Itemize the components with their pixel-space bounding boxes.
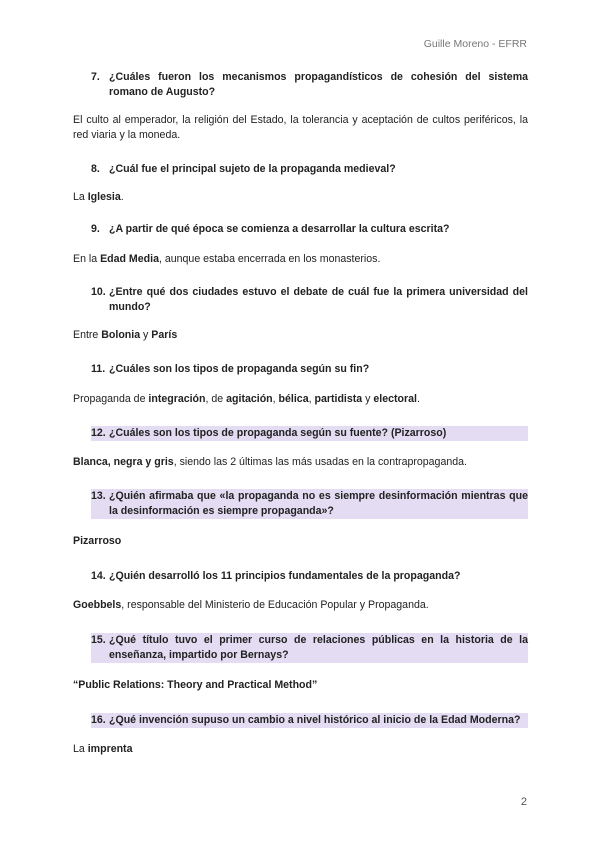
answer-7	[73, 113, 528, 143]
question-number: 7.	[91, 71, 100, 83]
answer-bold-segment: Edad Media	[100, 253, 159, 265]
answer-bold-segment: agitación	[226, 393, 273, 405]
qa-list	[73, 70, 528, 757]
question-14	[91, 569, 528, 584]
question-text: ¿Qué invención supuso un cambio a nivel histórico al inicio de la Edad Moderna?	[109, 713, 528, 728]
answer-bold-segment: partidista	[314, 393, 363, 405]
answer-bold-segment: Pizarroso	[73, 535, 122, 547]
answer-bold-segment: electoral	[373, 393, 417, 405]
page-number: 2	[520, 796, 527, 808]
answer-12	[73, 455, 528, 470]
question-text: ¿Cuáles son los tipos de propaganda según su fin?	[109, 363, 370, 375]
question-text: ¿Cuáles fueron los mecanismos propagandísticos de cohesión del sistema romano de Augusto?	[109, 71, 528, 98]
answer-13	[73, 534, 528, 549]
answer-segment: , responsable del Ministerio de Educación Popular y Propaganda.	[121, 599, 429, 611]
question-text: ¿Qué título tuvo el primer curso de relaciones públicas en la historia de la enseñanza, impartido por Bernays?	[109, 634, 528, 661]
answer-9	[73, 252, 528, 267]
question-text: ¿Quién desarrolló los 11 principios fundamentales de la propaganda?	[109, 570, 461, 582]
answer-16	[73, 742, 528, 757]
answer-bold-segment: imprenta	[87, 743, 133, 755]
question-number: 11.	[91, 363, 106, 375]
answer-segment: , aunque estaba encerrada en los monasterios.	[158, 253, 381, 265]
question-number: 16.	[91, 713, 109, 728]
question-13	[91, 489, 528, 519]
answer-bold-segment: Bolonia	[101, 329, 141, 341]
answer-segment: ,	[308, 393, 315, 405]
question-12	[91, 426, 528, 441]
answer-bold-segment: Blanca, negra y gris	[73, 456, 174, 468]
answer-segment: La	[73, 743, 88, 755]
question-11	[91, 362, 528, 377]
question-text: ¿Cuáles son los tipos de propaganda según su fuente? (Pizarroso)	[109, 426, 528, 441]
question-text: ¿Cuál fue el principal sujeto de la propaganda medieval?	[109, 163, 396, 175]
question-text: ¿Quién afirmaba que «la propaganda no es siempre desinformación mientras que la desinformación es siempre propaganda»?	[109, 490, 528, 517]
answer-15	[73, 678, 528, 693]
answer-bold-segment: París	[151, 329, 178, 341]
answer-segment: El culto al emperador, la religión del Estado, la tolerancia y aceptación de cultos periféricos, la red viaria y la moneda.	[73, 114, 528, 141]
answer-segment: , siendo las 2 últimas las más usadas en la contrapropaganda.	[173, 456, 467, 468]
page-header-author: Guille Moreno - EFRR	[423, 38, 527, 50]
question-number: 14.	[91, 570, 106, 582]
answer-segment: y	[362, 393, 374, 405]
question-number: 13.	[91, 489, 109, 519]
answer-segment: ,	[272, 393, 279, 405]
question-number: 15.	[91, 633, 109, 663]
question-8	[91, 162, 528, 177]
question-9	[91, 222, 528, 237]
answer-segment: Propaganda de	[73, 393, 149, 405]
question-text: ¿A partir de qué época se comienza a desarrollar la cultura escrita?	[109, 223, 450, 235]
question-15	[91, 633, 528, 663]
answer-segment: y	[140, 329, 152, 341]
question-number: 8.	[91, 163, 100, 175]
answer-segment: , de	[205, 393, 227, 405]
answer-bold-segment: Iglesia	[87, 191, 121, 203]
answer-bold-segment: bélica	[278, 393, 309, 405]
answer-segment: Entre	[73, 329, 102, 341]
answer-segment: En la	[73, 253, 101, 265]
answer-bold-segment: integración	[148, 393, 206, 405]
answer-segment: .	[416, 393, 420, 405]
question-number: 12.	[91, 426, 109, 441]
question-10	[91, 285, 528, 315]
answer-segment: La	[73, 191, 88, 203]
answer-bold-segment: “Public Relations: Theory and Practical Method”	[73, 679, 318, 691]
answer-10	[73, 328, 528, 343]
question-number: 9.	[91, 223, 100, 235]
answer-14	[73, 598, 528, 613]
answer-8	[73, 190, 528, 205]
question-7	[91, 70, 528, 100]
answer-11	[73, 392, 528, 407]
question-number: 10.	[91, 286, 106, 298]
answer-segment: .	[120, 191, 124, 203]
answer-bold-segment: Goebbels	[73, 599, 122, 611]
question-16	[91, 713, 528, 728]
question-text: ¿Entre qué dos ciudades estuvo el debate de cuál fue la primera universidad del mundo?	[109, 286, 528, 313]
